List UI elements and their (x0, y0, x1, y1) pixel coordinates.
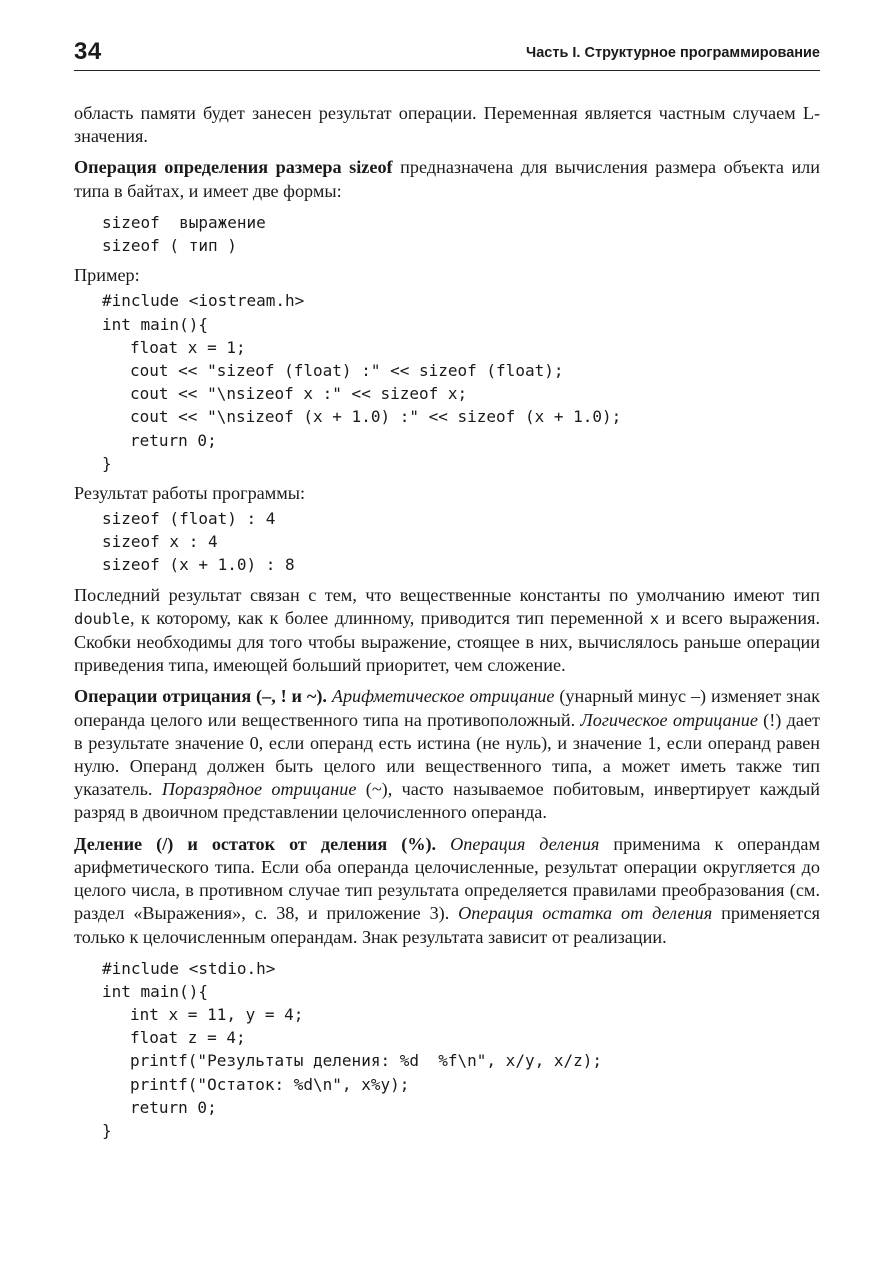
code-line: float x = 1; (130, 337, 246, 357)
page-header (74, 38, 820, 71)
code-line: return 0; (130, 1097, 217, 1117)
code-line: } (102, 1121, 112, 1141)
text-run: (унарный минус –) изменяет знак операнда целого или вещественного типа на противоположный. (74, 686, 821, 730)
paragraph-negation (74, 685, 820, 824)
paragraph-explanation (74, 584, 820, 678)
sizeof-heading: Операция определения размера sizeof (74, 157, 393, 178)
page-body (74, 102, 820, 1149)
output-line: sizeof x : 4 (102, 532, 218, 552)
code-line: printf("Результаты деления: %d %f\n", x/y, x/z); (130, 1051, 603, 1071)
page-number: 34 (74, 38, 102, 65)
text-run: (!) дает в результате значение 0, если операнд есть истина (не нуль), и значение 1, если операнд равен нулю. Операнд должен быть целого или вещественного типа, а может иметь также тип указатель. (74, 709, 820, 800)
term-modulo: Операция остатка от деления (458, 903, 713, 924)
code-line: return 0; (130, 430, 217, 450)
code-line: float z = 4; (130, 1028, 246, 1048)
code-block-sizeof (102, 289, 820, 475)
code-line: cout << "\nsizeof (x + 1.0) :" << sizeof (x + 1.0); (130, 407, 622, 427)
code-line: sizeof выражение (102, 212, 266, 232)
inline-code-x: x (649, 609, 660, 628)
result-label: Результат работы программы: (74, 482, 306, 503)
text-run: , к которому, как к более длинному, приводится тип переменной (130, 607, 650, 628)
sizeof-text: предназначена для вычисления размера объекта или типа в байтах, и имеет две формы: (74, 157, 820, 201)
sizeof-forms (102, 211, 820, 257)
inline-code-double: double (74, 609, 130, 628)
program-output (102, 507, 820, 577)
text-run: применяется только к целочисленным операндам. Знак результата зависит от реализации. (74, 903, 821, 947)
paragraph-sizeof (74, 156, 820, 202)
term-division: Операция деления (450, 833, 600, 854)
division-heading: Деление (/) и остаток от деления (%). (74, 833, 437, 854)
code-block-division (102, 957, 820, 1143)
code-line: sizeof ( тип ) (102, 236, 237, 255)
running-head: Часть I. Структурное программирование (526, 45, 820, 61)
paragraph-lvalue: область памяти будет занесен результат операции. Переменная является частным случаем L-значения. (74, 103, 820, 147)
text-run: применима к операндам арифметического типа. Если оба операнда целочисленные, результат операции округляется до целого числа, в противном случае тип результата определяется правилами преобразования (см. раздел «Выражения», с. 38, и приложение 3). (74, 833, 820, 924)
text-run: (~), часто называемое побитовым, инвертирует каждый разряд в двоичном представлении целочисленного операнда. (74, 779, 820, 823)
term-logical-negation: Логическое отрицание (580, 709, 758, 730)
paragraph-division (74, 833, 820, 949)
text-run: и всего выражения. Скобки необходимы для того чтобы выражение, стоящее в них, вычислялось раньше операции приведения типа, имеющей больший приоритет, чем сложение. (74, 607, 821, 676)
term-arithmetic-negation: Арифметическое отрицание (331, 686, 555, 707)
term-bitwise-negation: Поразрядное отрицание (161, 779, 357, 800)
code-line: int x = 11, y = 4; (130, 1005, 304, 1025)
example-label: Пример: (74, 265, 140, 286)
code-line: #include <iostream.h> (102, 291, 305, 311)
code-line: cout << "sizeof (float) :" << sizeof (float); (130, 360, 564, 380)
code-line: int main(){ (102, 314, 208, 334)
code-line: printf("Остаток: %d\n", x%y); (130, 1074, 410, 1094)
text-run: Последний результат связан с тем, что вещественные константы по умолчанию имеют тип (74, 584, 820, 605)
code-line: #include <stdio.h> (102, 958, 276, 978)
code-line: cout << "\nsizeof x :" << sizeof x; (130, 384, 468, 404)
code-line: int main(){ (102, 981, 208, 1001)
code-line: } (102, 453, 112, 473)
output-line: sizeof (float) : 4 (102, 509, 276, 529)
output-line: sizeof (x + 1.0) : 8 (102, 555, 295, 575)
negation-heading: Операции отрицания (–, ! и ~). (74, 686, 327, 707)
